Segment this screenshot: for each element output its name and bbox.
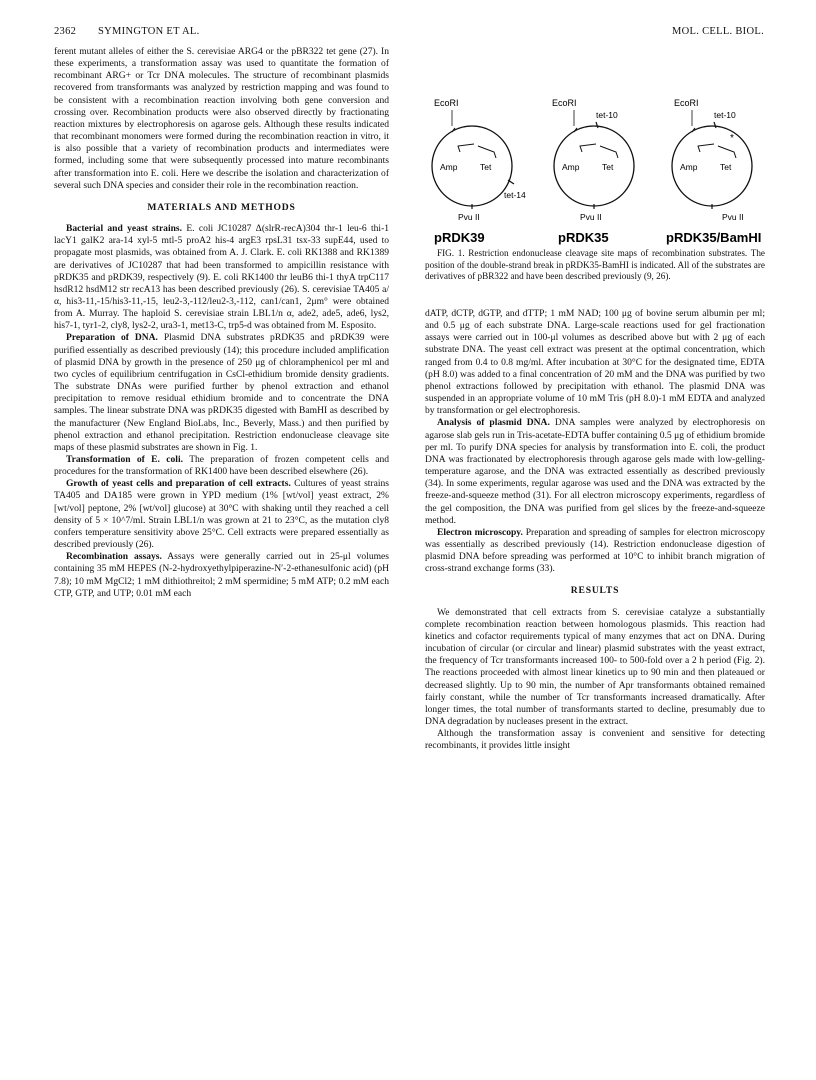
- paragraph-text: The preparation of frozen competent cells and procedures for the transformation of RK1400 have been described elsewhere (26).: [54, 454, 389, 478]
- paragraph-heading: Bacterial and yeast strains.: [66, 223, 183, 235]
- journal-name: MOL. CELL. BIOL.: [672, 26, 764, 37]
- left-column: [54, 46, 389, 600]
- paragraph-text: Assays were generally carried out in 25-μl volumes containing 35 mM HEPES (N-2-hydroxyethylpiperazine-N′-2-ethanesulfonic acid) (pH 7.8); 10 mM MgCl2; 1 mM dithiothreitol; 2 mM spermidine; 5 mM ATP; 0.2 mM each CTP, GTP, and UTP; 0.01 mM each: [54, 551, 389, 599]
- ecori-label: EcoRI: [552, 98, 577, 108]
- pvuii-label: Pvu II: [458, 212, 480, 222]
- ecori-label: EcoRI: [434, 98, 459, 108]
- plasmid-map-prdk35-bamhi: [666, 98, 761, 245]
- amp-label: Amp: [562, 162, 580, 172]
- paragraph-heading: Electron microscopy.: [437, 526, 523, 538]
- paragraph-heading: Analysis of plasmid DNA.: [437, 417, 550, 429]
- pvuii-label: Pvu II: [722, 212, 744, 222]
- paragraph-transformation: [54, 454, 389, 478]
- paragraph-heading: Growth of yeast cells and preparation of cell extracts.: [66, 478, 291, 490]
- pvuii-label: Pvu II: [580, 212, 602, 222]
- paragraph-text: E. coli JC10287 Δ(slrR-recA)304 thr-1 leu-6 thi-1 lacY1 galK2 ara-14 xyl-5 mtl-5 proA2 his-4 argE3 rpsL31 tsx-33 supE44, used to propagate most plasmids, was obtained from A. J. Clark. E. coli RK1388 and RK1389 are derivatives of JC10287 that had been transformed to ampicillin resistance with pRDK35 and pRDK39, respectively (9). E. coli RK1400 thr leuB6 thi-1 thyA trpC117 hsdR12 hsdM12 str recA13 has been described previously (26). S. cerevisiae TA405 a/α, his3-11,-15/his3-11,-15, leu2-3,-112/leu2-3,-112, can1/can1, 2μm° were obtained from A. Murray. The haploid S. cerevisiae strain LBL1/n α, ade2, ade5, ade6, lys2, his7-1, tyr1-2, cly8, lys2-2, ura3-1, met13-C, trp5-d was obtained from M. Esposito.: [54, 223, 390, 332]
- right-column: [425, 308, 765, 752]
- running-header: [54, 26, 764, 42]
- mutation-label: tet-10: [714, 110, 736, 120]
- amp-label: Amp: [680, 162, 698, 172]
- figure-1: [412, 88, 772, 248]
- tet-label: Tet: [720, 162, 732, 172]
- amp-label: Amp: [440, 162, 458, 172]
- plasmid-name: pRDK35: [558, 230, 609, 245]
- paragraph-text: DNA samples were analyzed by electrophoresis on agarose slab gels run in Tris-acetate-EDTA buffer containing 0.5 μg of ethidium bromide per ml. To purify DNA species for analysis by transformation into E. coli, the product DNA was fractionated by electrophoresis through agarose gels made with low-gelling-temperature agarose, and the DNA was extracted essentially as described previously (34). In some experiments, regular agarose was used and the DNA was extracted by the freeze-and-squeeze method (31). For all electron microscopy experiments, regardless of the gel composition, the DNA was purified from gel slices by the freeze-and-squeeze method.: [425, 417, 765, 526]
- results-paragraph: Although the transformation assay is convenient and sensitive for detecting recombinants, it provides little insight: [425, 728, 765, 752]
- plasmid-map-prdk35: [552, 98, 634, 245]
- section-title-results: RESULTS: [570, 585, 620, 597]
- results-paragraph: We demonstrated that cell extracts from S. cerevisiae catalyze a substantially complete recombination reaction between homologous plasmids. This reaction had kinetics and cofactor requirements typical of many enzymes that act on DNA. During incubation of circular (or circular and linear) plasmid substrates with the yeast extract, the frequency of Tcr transformants increased 100- to 500-fold over a 2 h period (Fig. 2). The reactions proceeded with almost linear kinetics up to 90 min and then plateaued or decreased slightly. Up to 90 min, the number of Apr transformants obtained remained fairly constant, while the number of Tcr transformants increased dramatically. After longer times, the total number of transformants started to decline, presumably due to DNA degradation by nucleases present in the extract.: [425, 606, 765, 727]
- plasmid-name: pRDK35/BamHI: [666, 230, 762, 245]
- double-strand-break-marker: *: [730, 133, 734, 144]
- paragraph-strains: [54, 223, 389, 332]
- figure-caption: FIG. 1. Restriction endonuclease cleavage site maps of recombination substrates. The position of the double-strand break in pRDK35-BamHI is indicated. All of the substrates are derivatives of pBR322 and have been described previously (9, 26).: [425, 248, 765, 282]
- paragraph-text: Plasmid DNA substrates pRDK35 and pRDK39 were purified essentially as described previously (14); this procedure included amplification of plasmid DNA by growth in the presence of 250 μg of chloramphenicol per ml and two cycles of equilibrium centrifugation in CsCl-ethidium bromide density gradients. The substrate DNAs were purified further by phenol extraction and ethanol precipitation to remove residual ethidium bromide and to concentrate the DNA samples. The linear substrate DNA was pRDK35 digested with BamHI as described by the manufacturer (New England BioLabs, Inc., Beverly, Mass.) and then purified by phenol extraction and ethanol precipitation. Restriction endonuclease cleavage site maps of these plasmid substrates are shown in Fig. 1.: [54, 332, 389, 453]
- running-head-authors: SYMINGTON ET AL.: [98, 26, 200, 37]
- tet-label: Tet: [602, 162, 614, 172]
- paragraph-heading: Preparation of DNA.: [66, 332, 158, 344]
- paragraph-recombination-assays: [54, 551, 389, 600]
- plasmid-maps: [412, 88, 772, 248]
- plasmid-name: pRDK39: [434, 230, 485, 245]
- paragraph-electron-microscopy: [425, 527, 765, 576]
- paragraph-heading: Recombination assays.: [66, 551, 162, 563]
- paragraph-yeast-growth: [54, 478, 389, 551]
- page-number: 2362: [54, 26, 77, 37]
- assay-continuation: dATP, dCTP, dGTP, and dTTP; 1 mM NAD; 100 μg of bovine serum albumin per ml; and 0.5 μg of each substrate DNA. Large-scale reactions used for gel fractionation assays were carried out in 100-μl volumes as described above but with 2 μg of each substrate DNA. The yeast cell extract was present at the optimal concentration, which ranged from 0.4 to 0.8 mg/ml. After incubation at 30°C for the designated time, EDTA (pH 8.0) was added to a final concentration of 20 mM and the DNA was purified by two phenol extractions followed by precipitation with ethanol. The plasmid DNA was suspended in an appropriate volume of 10 mM Tris (pH 8.0)-1 mM EDTA and analyzed by transformation or gel electrophoresis.: [425, 308, 765, 417]
- paragraph-text: Preparation and spreading of samples for electron microscopy was essentially as described previously (14). Restriction endonuclease digestion of plasmid DNA before spreading was performed at 10°C to inhibit branch migration of cross-strand exchange forms (33).: [425, 526, 766, 575]
- paragraph-text: Cultures of yeast strains TA405 and DA185 were grown in YPD medium (1% [wt/vol] yeast extract, 2% [wt/vol] peptone, 2% [wt/vol] glucose) at 30°C with shaking until they reached a cell density of 5 × 10^7/ml. Strain LBL1/n was grown at 21 to 23°C, as the mutation cly8 confers temperature sensitivity above 25°C. Cell extracts were prepared essentially as described previously (26).: [54, 478, 389, 551]
- paragraph-analysis: [425, 417, 765, 526]
- paragraph-dna-prep: [54, 332, 389, 454]
- mutation-label: tet-14: [504, 190, 526, 200]
- mutation-label: tet-10: [596, 110, 618, 120]
- ecori-label: EcoRI: [674, 98, 699, 108]
- plasmid-map-prdk39: [432, 98, 526, 245]
- figure-caption-block: [425, 248, 765, 283]
- section-title-methods: MATERIALS AND METHODS: [147, 201, 296, 213]
- tet-label: Tet: [480, 162, 492, 172]
- paragraph-heading: Transformation of E. coli.: [66, 454, 183, 465]
- intro-paragraph: ferent mutant alleles of either the S. cerevisiae ARG4 or the pBR322 tet gene (27). In these experiments, a transformation assay was used to quantitate the formation of recombinant ARG+ or Tcr DNA molecules. The structure of recombinant plasmids recovered from transformants was analyzed by restriction mapping and was found to be consistent with a recombination reaction involving both gene conversion and crossing over. Recombination products were also observed directly by fractionating reaction mixtures by electrophoresis on agarose gels. Although these results indicated that recombinant monomers were formed during the recombination reaction in vitro, it is also possible that a variety of recombination products and intermediates were formed, including some that were subsequently processed into mature recombinants after transformation into E. coli. Here we describe the isolation and characterization of several such DNA species and consider their role in the recombination reaction.: [54, 46, 389, 191]
